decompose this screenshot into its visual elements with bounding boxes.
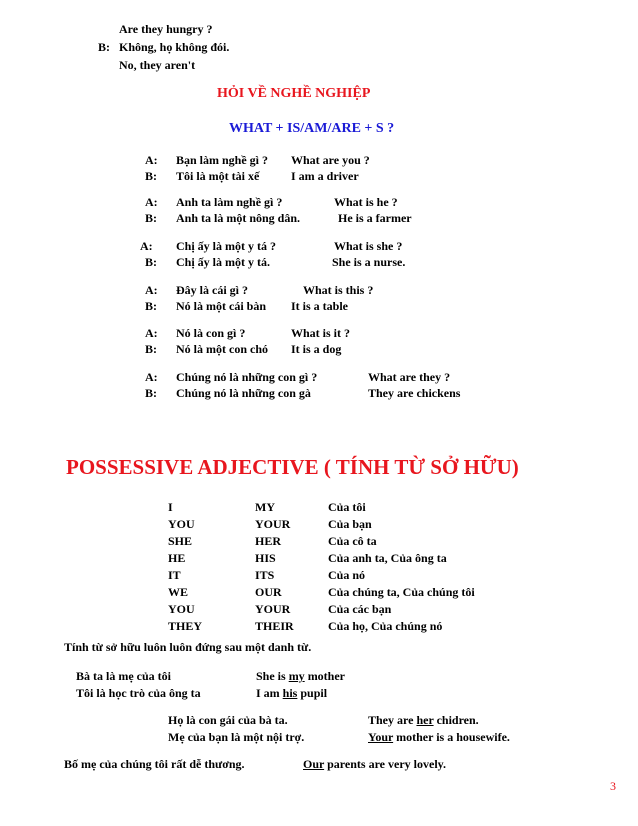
meaning-cell: Của bạn <box>328 517 372 531</box>
meaning-cell: Của họ, Của chúng nó <box>328 619 443 633</box>
possessive-title: POSSESSIVE ADJECTIVE ( TÍNH TỪ SỞ HỮU) <box>66 455 519 479</box>
dialog-a-en: What are they ? <box>368 370 451 384</box>
dialog-b-en: They are chickens <box>368 386 461 400</box>
dialog-b-label: B: <box>145 342 157 356</box>
dialog-a-vi: Chị ấy là một y tá ? <box>176 239 276 253</box>
pronoun-cell: THEY <box>168 619 203 633</box>
pronoun-cell: YOU <box>168 517 195 531</box>
dialog-a-vi: Đây là cái gì ? <box>176 283 248 297</box>
meaning-cell: Của tôi <box>328 500 366 514</box>
dialog-b-en: He is a farmer <box>338 211 412 225</box>
example-1-vi: Bà ta là mẹ của tôi <box>76 669 171 683</box>
dialog-b-label: B: <box>145 299 157 313</box>
dialog-a-vi: Anh ta làm nghề gì ? <box>176 195 283 209</box>
adjective-cell: ITS <box>255 568 275 582</box>
dialog-b-vi: Anh ta là một nông dân. <box>176 211 301 225</box>
dialog-b-vi: Tôi là một tài xế <box>176 169 260 183</box>
pronoun-cell: YOU <box>168 602 195 616</box>
meaning-cell: Của nó <box>328 568 366 582</box>
dialog-b-vi: Chúng nó là những con gà <box>176 386 311 400</box>
adjective-cell: YOUR <box>255 602 291 616</box>
adjective-cell: HIS <box>255 551 276 565</box>
intro-question: Are they hungry ? <box>119 22 213 36</box>
dialog-b-vi: Nó là một cái bàn <box>176 299 266 313</box>
dialog-a-label: A: <box>145 370 158 384</box>
dialog-a-label: A: <box>145 195 158 209</box>
dialog-b-vi: Nó là một con chó <box>176 342 268 356</box>
dialog-b-label: B: <box>145 211 157 225</box>
jobs-formula: WHAT + IS/AM/ARE + S ? <box>229 121 395 136</box>
intro-b-en: No, they aren't <box>119 58 196 72</box>
adjective-cell: YOUR <box>255 517 291 531</box>
pronoun-cell: HE <box>168 551 186 565</box>
adjective-cell: MY <box>255 500 275 514</box>
dialog-b-en: It is a table <box>291 299 348 313</box>
jobs-title: HỎI VỀ NGHỀ NGHIỆP <box>217 86 371 101</box>
pronoun-cell: IT <box>168 568 181 582</box>
dialog-a-vi: Chúng nó là những con gì ? <box>176 370 318 384</box>
dialog-a-label: A: <box>145 326 158 340</box>
example-5-en: Our parents are very lovely. <box>303 757 446 771</box>
underlined-adjective: his <box>282 686 298 700</box>
meaning-cell: Của anh ta, Của ông ta <box>328 551 447 565</box>
intro-b-label: B: <box>98 40 110 54</box>
dialog-b-label: B: <box>145 386 157 400</box>
underlined-adjective: my <box>288 669 305 683</box>
adjective-cell: OUR <box>255 585 282 599</box>
example-5-vi: Bố mẹ của chúng tôi rất dễ thương. <box>64 757 245 771</box>
adjective-cell: THEIR <box>255 619 294 633</box>
dialog-a-en: What is it ? <box>291 326 351 340</box>
dialog-b-label: B: <box>145 169 157 183</box>
adjective-cell: HER <box>255 534 282 548</box>
dialog-a-en: What is she ? <box>334 239 403 253</box>
pronoun-cell: SHE <box>168 534 193 548</box>
possessive-rule: Tính từ sở hữu luôn luôn đứng sau một danh từ. <box>64 640 312 654</box>
example-3-en: They are her chidren. <box>368 713 479 727</box>
dialog-b-en: She is a nurse. <box>332 255 406 269</box>
example-1-en: She is my mother <box>256 669 346 683</box>
intro-b-vi: Không, họ không đói. <box>119 40 230 54</box>
meaning-cell: Của cô ta <box>328 534 377 548</box>
pronoun-cell: I <box>168 500 173 514</box>
dialog-a-label: A: <box>145 153 158 167</box>
meaning-cell: Của chúng ta, Của chúng tôi <box>328 585 475 599</box>
dialog-a-label: A: <box>145 283 158 297</box>
page-number: 3 <box>610 779 616 793</box>
underlined-adjective: Our <box>303 757 325 771</box>
underlined-adjective: her <box>416 713 434 727</box>
dialog-a-vi: Bạn làm nghề gì ? <box>176 153 269 167</box>
pronoun-cell: WE <box>168 585 189 599</box>
dialog-a-en: What is he ? <box>334 195 398 209</box>
dialog-a-en: What are you ? <box>291 153 370 167</box>
dialog-b-label: B: <box>145 255 157 269</box>
dialog-b-en: It is a dog <box>291 342 342 356</box>
dialog-b-vi: Chị ấy là một y tá. <box>176 255 270 269</box>
example-4-vi: Mẹ của bạn là một nội trợ. <box>168 730 305 744</box>
underlined-adjective: Your <box>368 730 394 744</box>
example-4-en: Your mother is a housewife. <box>368 730 510 744</box>
meaning-cell: Của các bạn <box>328 602 392 616</box>
example-2-vi: Tôi là học trò của ông ta <box>76 686 201 700</box>
dialog-b-en: I am a driver <box>291 169 359 183</box>
example-3-vi: Họ là con gái của bà ta. <box>168 713 288 727</box>
dialog-a-vi: Nó là con gì ? <box>176 326 246 340</box>
example-2-en: I am his pupil <box>256 686 328 700</box>
dialog-a-en: What is this ? <box>303 283 374 297</box>
dialog-a-label: A: <box>140 239 153 253</box>
